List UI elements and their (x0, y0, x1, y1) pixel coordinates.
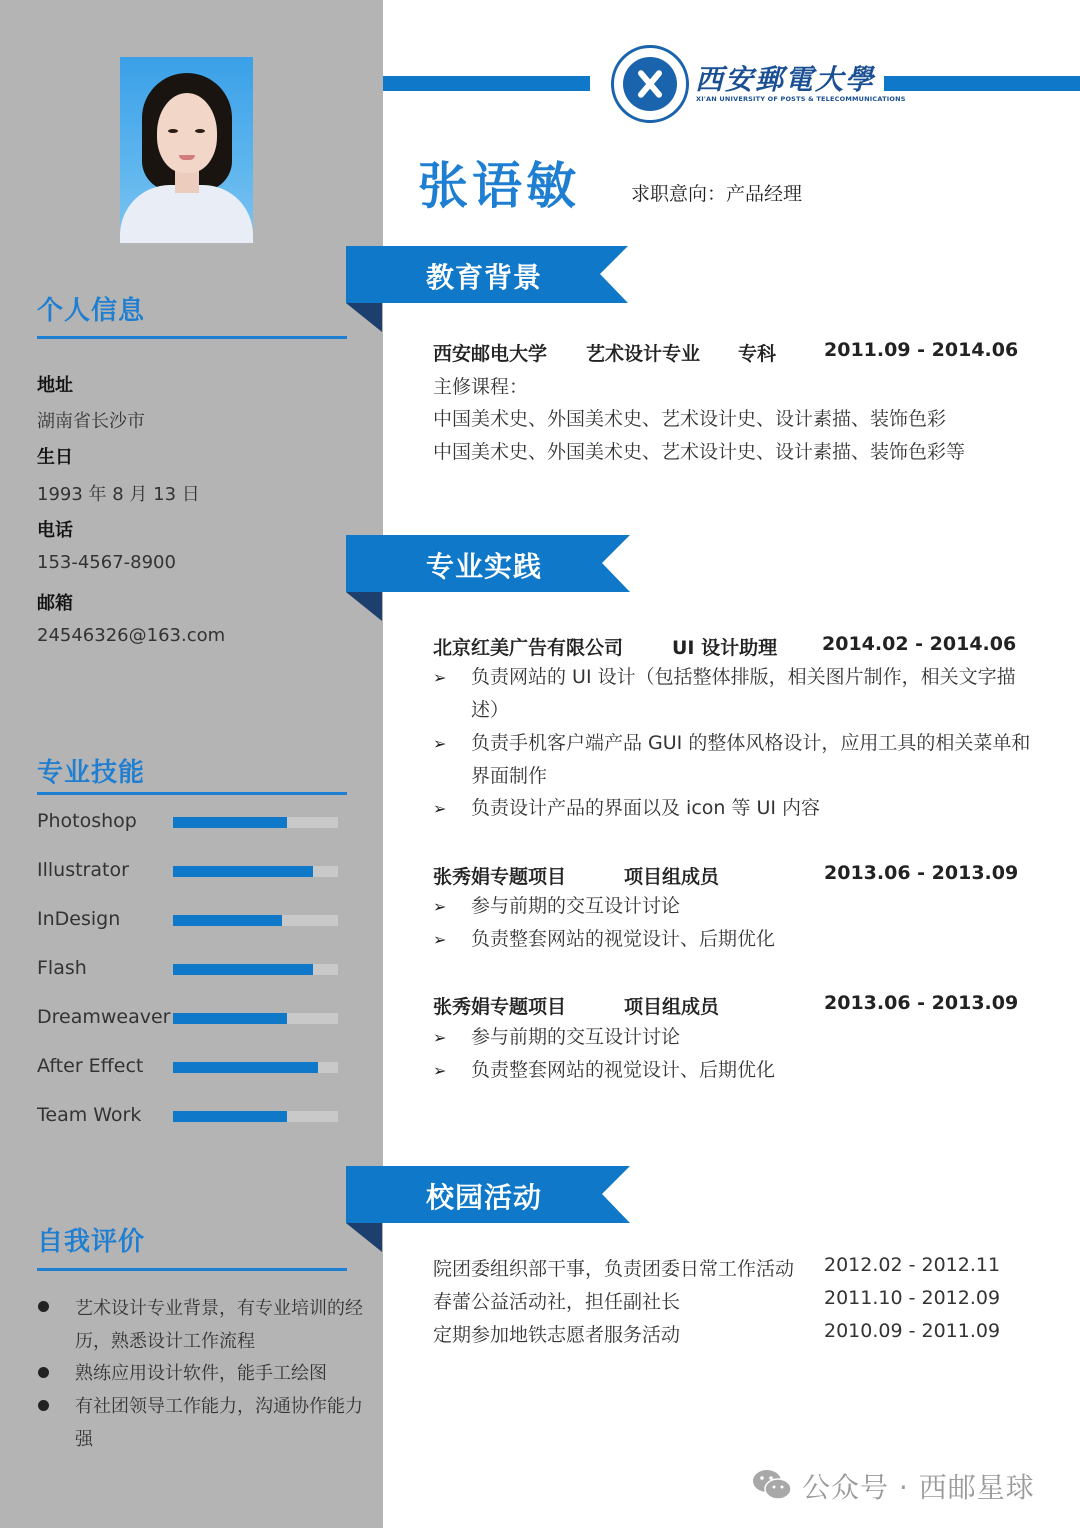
skills-title: 专业技能 (37, 758, 146, 788)
candidate-name: 张语敏 (418, 157, 580, 215)
skill-name: Photoshop (37, 810, 137, 832)
job-duty: 负责网站的 UI 设计（包括整体排版，相关图片制作，相关文字描述） (471, 666, 1016, 721)
personal-info-divider (37, 336, 347, 339)
activity-desc: 定期参加地铁志愿者服务活动 (433, 1324, 681, 1346)
activity-period: 2011.10 - 2012.09 (824, 1287, 1001, 1309)
job-duty: 参与前期的交互设计讨论 (471, 895, 681, 917)
activity-period: 2010.09 - 2011.09 (824, 1320, 1001, 1342)
profile-photo (120, 57, 253, 243)
skill-bar (173, 1013, 338, 1024)
job-period: 2013.06 - 2013.09 (824, 862, 1019, 884)
arrow-bullet-icon: ➢ (433, 1028, 447, 1047)
arrow-bullet-icon: ➢ (433, 897, 447, 916)
university-logo-name: 西安郵電大學 (695, 63, 876, 96)
eval-item: 艺术设计专业背景，有专业培训的经历，熟悉设计工作流程 (75, 1298, 363, 1352)
job-role: 项目组成员 (624, 996, 720, 1018)
skill-bar (173, 1111, 338, 1122)
skill-bar-fill (173, 964, 313, 975)
eval-bullet-icon (38, 1301, 49, 1312)
header-bar-right (884, 76, 1080, 91)
birthday-value: 1993 年 8 月 13 日 (37, 484, 200, 505)
edu-course-line: 中国美术史、外国美术史、艺术设计史、设计素描、装饰色彩等 (433, 441, 966, 463)
education-title: 教育背景 (426, 261, 543, 294)
job-period: 2013.06 - 2013.09 (824, 992, 1019, 1014)
skill-bar-fill (173, 1013, 287, 1024)
birthday-label: 生日 (37, 447, 73, 468)
edu-courses-label: 主修课程： (433, 376, 529, 398)
job-company: 张秀娟专题项目 (433, 996, 567, 1018)
job-intent: 求职意向：产品经理 (631, 183, 803, 205)
personal-info-title: 个人信息 (37, 296, 146, 326)
activity-desc: 院团委组织部干事，负责团委日常工作活动 (433, 1258, 795, 1280)
job-duty: 负责设计产品的界面以及 icon 等 UI 内容 (471, 797, 821, 819)
arrow-bullet-icon: ➢ (433, 930, 447, 949)
email-value: 24546326@163.com (37, 625, 226, 646)
edu-school: 西安邮电大学 (433, 343, 548, 365)
job-duty: 负责整套网站的视觉设计、后期优化 (471, 1059, 776, 1081)
skill-bar (173, 1062, 338, 1073)
edu-course-line: 中国美术史、外国美术史、艺术设计史、设计素描、装饰色彩 (433, 408, 947, 430)
skill-bar (173, 817, 338, 828)
address-value: 湖南省长沙市 (37, 411, 145, 432)
skill-bar-fill (173, 817, 287, 828)
phone-label: 电话 (37, 520, 73, 541)
activity-desc: 春蕾公益活动社，担任副社长 (433, 1291, 681, 1313)
phone-value: 153-4567-8900 (37, 552, 176, 573)
education-banner (346, 246, 630, 303)
job-duty: 负责整套网站的视觉设计、后期优化 (471, 928, 776, 950)
edu-degree: 专科 (738, 343, 777, 365)
skill-bar (173, 866, 338, 877)
job-company: 北京红美广告有限公司 (433, 637, 624, 659)
eval-bullet-icon (38, 1367, 49, 1378)
practice-banner (346, 535, 630, 592)
email-label: 邮箱 (37, 593, 73, 614)
job-role: UI 设计助理 (672, 637, 778, 659)
watermark-text: 公众号 · 西邮星球 (802, 1471, 1035, 1504)
eval-bullet-icon (38, 1400, 49, 1411)
job-duty: 参与前期的交互设计讨论 (471, 1026, 681, 1048)
skill-name: Illustrator (37, 859, 129, 881)
skill-bar-fill (173, 866, 313, 877)
skill-name: Dreamweaver (37, 1006, 171, 1028)
edu-period: 2011.09 - 2014.06 (824, 339, 1019, 361)
edu-major: 艺术设计专业 (586, 343, 701, 365)
skill-name: Flash (37, 957, 87, 979)
practice-title: 专业实践 (426, 550, 543, 583)
wechat-icon (752, 1468, 792, 1502)
arrow-bullet-icon: ➢ (433, 1061, 447, 1080)
eval-item: 熟练应用设计软件，能手工绘图 (75, 1363, 327, 1384)
skill-name: Team Work (37, 1104, 142, 1126)
job-company: 张秀娟专题项目 (433, 866, 567, 888)
skill-bar-fill (173, 1062, 318, 1073)
address-label: 地址 (37, 375, 73, 396)
skill-bar (173, 915, 338, 926)
self-eval-divider (37, 1268, 347, 1271)
university-logo-subtitle: XI'AN UNIVERSITY OF POSTS & TELECOMMUNICATIONS (696, 95, 906, 103)
skill-bar-fill (173, 1111, 287, 1122)
skill-name: After Effect (37, 1055, 144, 1077)
university-seal-icon (611, 45, 689, 123)
job-role: 项目组成员 (624, 866, 720, 888)
skill-name: InDesign (37, 908, 121, 930)
activity-period: 2012.02 - 2012.11 (824, 1254, 1001, 1276)
campus-banner (346, 1166, 630, 1223)
campus-title: 校园活动 (426, 1181, 543, 1214)
job-period: 2014.02 - 2014.06 (822, 633, 1017, 655)
header-bar-left (383, 76, 590, 91)
arrow-bullet-icon: ➢ (433, 668, 447, 687)
eval-item: 有社团领导工作能力，沟通协作能力强 (75, 1396, 363, 1450)
skills-divider (37, 792, 347, 795)
arrow-bullet-icon: ➢ (433, 799, 447, 818)
self-eval-title: 自我评价 (37, 1227, 146, 1257)
arrow-bullet-icon: ➢ (433, 734, 447, 753)
job-duty: 负责手机客户端产品 GUI 的整体风格设计，应用工具的相关菜单和界面制作 (471, 732, 1031, 787)
skill-bar (173, 964, 338, 975)
skill-bar-fill (173, 915, 282, 926)
